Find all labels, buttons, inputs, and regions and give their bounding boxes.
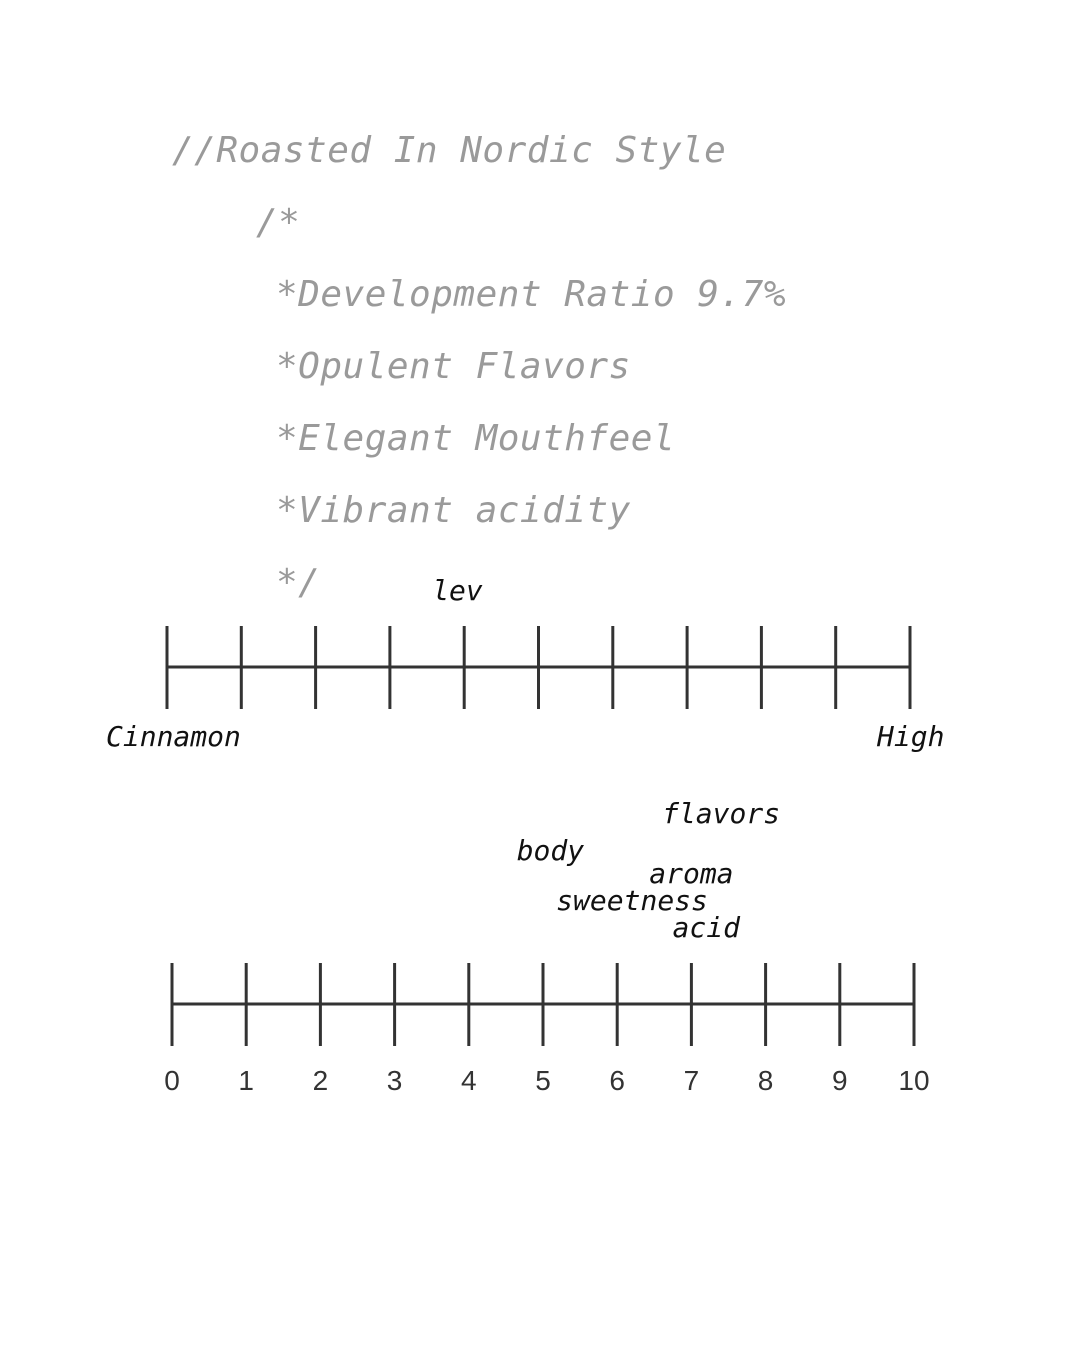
roast-scale-left-label: Cinnamon	[106, 720, 241, 753]
roast-level-marker-label: lev	[432, 574, 483, 607]
roast-scale-right-label: High	[877, 720, 945, 753]
attribute-scale-tick-label: 7	[683, 1065, 700, 1096]
comment-close: */	[276, 562, 321, 603]
attribute-scale-tick-label: 0	[164, 1065, 180, 1096]
attribute-label-aroma: aroma	[649, 857, 734, 890]
attribute-label-body: body	[516, 834, 585, 867]
comment-note-vibrant-acidity: *Vibrant acidity	[276, 490, 631, 531]
comment-note-development-ratio: *Development Ratio 9.7%	[276, 274, 786, 315]
attribute-label-flavors: flavors	[662, 797, 781, 830]
comment-title: //Roasted In Nordic Style	[172, 130, 727, 171]
attribute-scale-tick-label: 6	[609, 1065, 625, 1096]
attribute-scale-tick-label: 2	[312, 1065, 329, 1096]
attribute-scale-tick-label: 8	[757, 1065, 774, 1096]
attribute-scale-tick-label: 1	[238, 1065, 254, 1096]
comment-note-elegant-mouthfeel: *Elegant Mouthfeel	[276, 418, 676, 459]
attribute-scale-tick-label: 5	[535, 1065, 551, 1096]
comment-open: /*	[256, 202, 301, 243]
attribute-scale-tick-label: 10	[898, 1065, 930, 1096]
comment-note-opulent-flavors: *Opulent Flavors	[276, 346, 631, 387]
attribute-scale-tick-label: 3	[386, 1065, 403, 1096]
attribute-label-acid: acid	[672, 911, 740, 944]
attribute-label-sweetness: sweetness	[556, 884, 708, 917]
attribute-scale-tick-label: 4	[461, 1065, 477, 1096]
attribute-scale-tick-label: 9	[832, 1065, 848, 1096]
